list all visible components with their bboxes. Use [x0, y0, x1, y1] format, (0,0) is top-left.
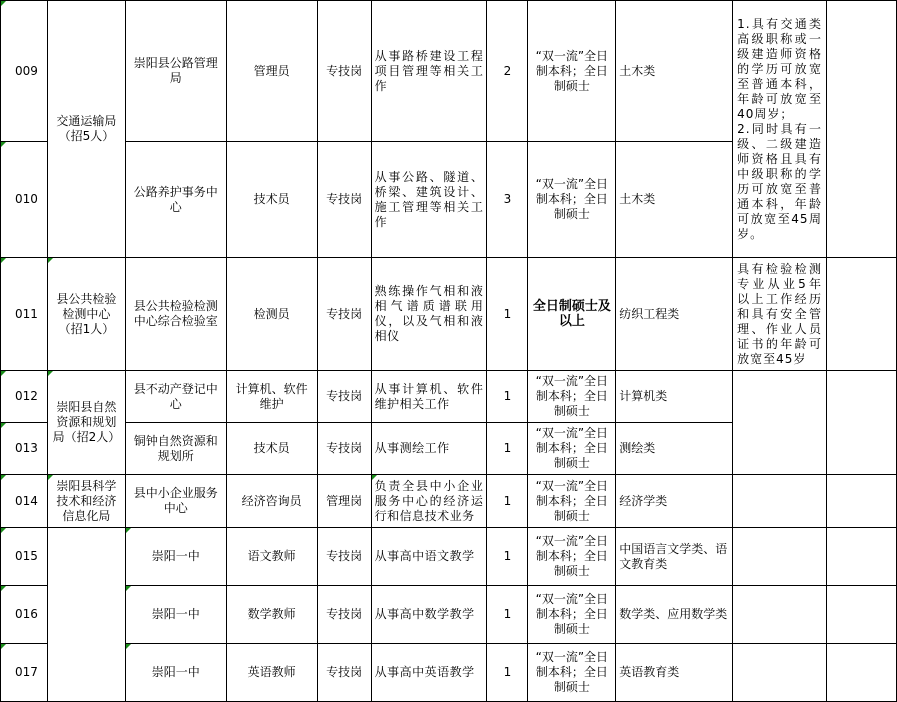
duty-cell: 负责全县中小企业服务中心的经济运行和信息技术业务 — [371, 475, 487, 528]
employer-cell: 县中小企业服务中心 — [125, 475, 226, 528]
position-code: 013 — [1, 423, 48, 475]
post-name-cell: 语文教师 — [226, 528, 317, 586]
major-cell: 中国语言文学类、语文教育类 — [616, 528, 733, 586]
note-cell — [733, 371, 827, 475]
post-name-cell: 经济咨询员 — [226, 475, 317, 528]
education-cell: “双一流”全日制本科；全日制硕士 — [528, 371, 616, 423]
duty-cell: 从事高中数学教学 — [371, 586, 487, 644]
position-code: 014 — [1, 475, 48, 528]
table-row — [1, 644, 897, 702]
blank-cell — [827, 644, 897, 702]
blank-cell — [827, 258, 897, 371]
employer-cell: 公路养护事务中心 — [125, 142, 226, 258]
post-type-cell: 专技岗 — [317, 528, 371, 586]
note-cell — [733, 586, 827, 644]
table-row — [1, 258, 897, 371]
table-row — [1, 475, 897, 528]
position-code: 017 — [1, 644, 48, 702]
table-row — [1, 528, 897, 586]
headcount-cell: 1 — [487, 258, 528, 371]
post-name-cell: 技术员 — [226, 142, 317, 258]
education-cell: “双一流”全日制本科；全日制硕士 — [528, 142, 616, 258]
post-name-cell: 管理员 — [226, 1, 317, 142]
department-cell: 交通运输局（招5人） — [47, 1, 125, 258]
major-cell: 经济学类 — [616, 475, 733, 528]
employer-cell: 崇阳一中 — [125, 528, 226, 586]
blank-cell — [827, 1, 897, 258]
post-name-cell: 数学教师 — [226, 586, 317, 644]
headcount-cell: 1 — [487, 371, 528, 423]
table-row — [1, 1, 897, 142]
major-cell: 计算机类 — [616, 371, 733, 423]
employer-cell: 崇阳一中 — [125, 644, 226, 702]
headcount-cell: 1 — [487, 586, 528, 644]
employer-cell: 铜钟自然资源和规划所 — [125, 423, 226, 475]
duty-cell: 从事公路、隧道、桥梁、建筑设计、施工管理等相关工作 — [371, 142, 487, 258]
post-type-cell: 专技岗 — [317, 644, 371, 702]
department-cell — [47, 528, 125, 702]
major-cell: 英语教育类 — [616, 644, 733, 702]
position-code: 016 — [1, 586, 48, 644]
major-cell: 数学类、应用数学类 — [616, 586, 733, 644]
blank-cell — [827, 528, 897, 586]
headcount-cell: 2 — [487, 1, 528, 142]
post-name-cell: 计算机、软件维护 — [226, 371, 317, 423]
post-name-cell: 检测员 — [226, 258, 317, 371]
note-cell: 1.具有交通类高级职称或一级建造师资格的学历可放宽至普通本科，年龄可放宽至40周岁； 2.同时具有一级、二级建造师资格且具有中级职称的学历可放宽至普通本科，年龄可放宽至45周岁。 — [733, 1, 827, 258]
post-type-cell: 专技岗 — [317, 423, 371, 475]
education-cell: “双一流”全日制本科；全日制硕士 — [528, 586, 616, 644]
duty-cell: 从事高中语文教学 — [371, 528, 487, 586]
employer-cell: 县公共检验检测中心综合检验室 — [125, 258, 226, 371]
position-code: 011 — [1, 258, 48, 371]
headcount-cell: 1 — [487, 528, 528, 586]
major-cell: 测绘类 — [616, 423, 733, 475]
post-type-cell: 专技岗 — [317, 258, 371, 371]
major-cell: 土木类 — [616, 1, 733, 142]
blank-cell — [827, 586, 897, 644]
note-cell — [733, 528, 827, 586]
headcount-cell: 3 — [487, 142, 528, 258]
education-cell: “双一流”全日制本科；全日制硕士 — [528, 423, 616, 475]
post-type-cell: 专技岗 — [317, 142, 371, 258]
major-cell: 纺织工程类 — [616, 258, 733, 371]
duty-cell: 熟练操作气相和液相气谱质谱联用仪，以及气相和液相仪 — [371, 258, 487, 371]
education-cell: “双一流”全日制本科；全日制硕士 — [528, 475, 616, 528]
post-type-cell: 专技岗 — [317, 586, 371, 644]
position-code: 010 — [1, 142, 48, 258]
employer-cell: 崇阳县公路管理局 — [125, 1, 226, 142]
post-type-cell: 专技岗 — [317, 1, 371, 142]
note-cell: 具有检验检测专业从业5年以上工作经历和具有安全管理、作业人员证书的年龄可放宽至45岁 — [733, 258, 827, 371]
department-cell: 县公共检验检测中心（招1人） — [47, 258, 125, 371]
headcount-cell: 1 — [487, 644, 528, 702]
position-code: 012 — [1, 371, 48, 423]
post-name-cell: 技术员 — [226, 423, 317, 475]
major-cell: 土木类 — [616, 142, 733, 258]
duty-cell: 从事高中英语教学 — [371, 644, 487, 702]
headcount-cell: 1 — [487, 475, 528, 528]
education-cell: “双一流”全日制本科；全日制硕士 — [528, 1, 616, 142]
post-name-cell: 英语教师 — [226, 644, 317, 702]
duty-cell: 从事计算机、软件维护相关工作 — [371, 371, 487, 423]
duty-cell: 从事测绘工作 — [371, 423, 487, 475]
headcount-cell: 1 — [487, 423, 528, 475]
education-cell: “双一流”全日制本科；全日制硕士 — [528, 644, 616, 702]
table-row — [1, 371, 897, 423]
note-cell — [733, 644, 827, 702]
education-cell: 全日制硕士及以上 — [528, 258, 616, 371]
position-code: 015 — [1, 528, 48, 586]
department-cell: 崇阳县自然资源和规划局（招2人） — [47, 371, 125, 475]
department-cell: 崇阳县科学技术和经济信息化局 — [47, 475, 125, 528]
duty-cell: 从事路桥建设工程项目管理等相关工作 — [371, 1, 487, 142]
note-cell — [733, 475, 827, 528]
position-code: 009 — [1, 1, 48, 142]
blank-cell — [827, 475, 897, 528]
table-row — [1, 586, 897, 644]
education-cell: “双一流”全日制本科；全日制硕士 — [528, 528, 616, 586]
blank-cell — [827, 371, 897, 475]
employer-cell: 县不动产登记中心 — [125, 371, 226, 423]
post-type-cell: 管理岗 — [317, 475, 371, 528]
post-type-cell: 专技岗 — [317, 371, 371, 423]
employer-cell: 崇阳一中 — [125, 586, 226, 644]
